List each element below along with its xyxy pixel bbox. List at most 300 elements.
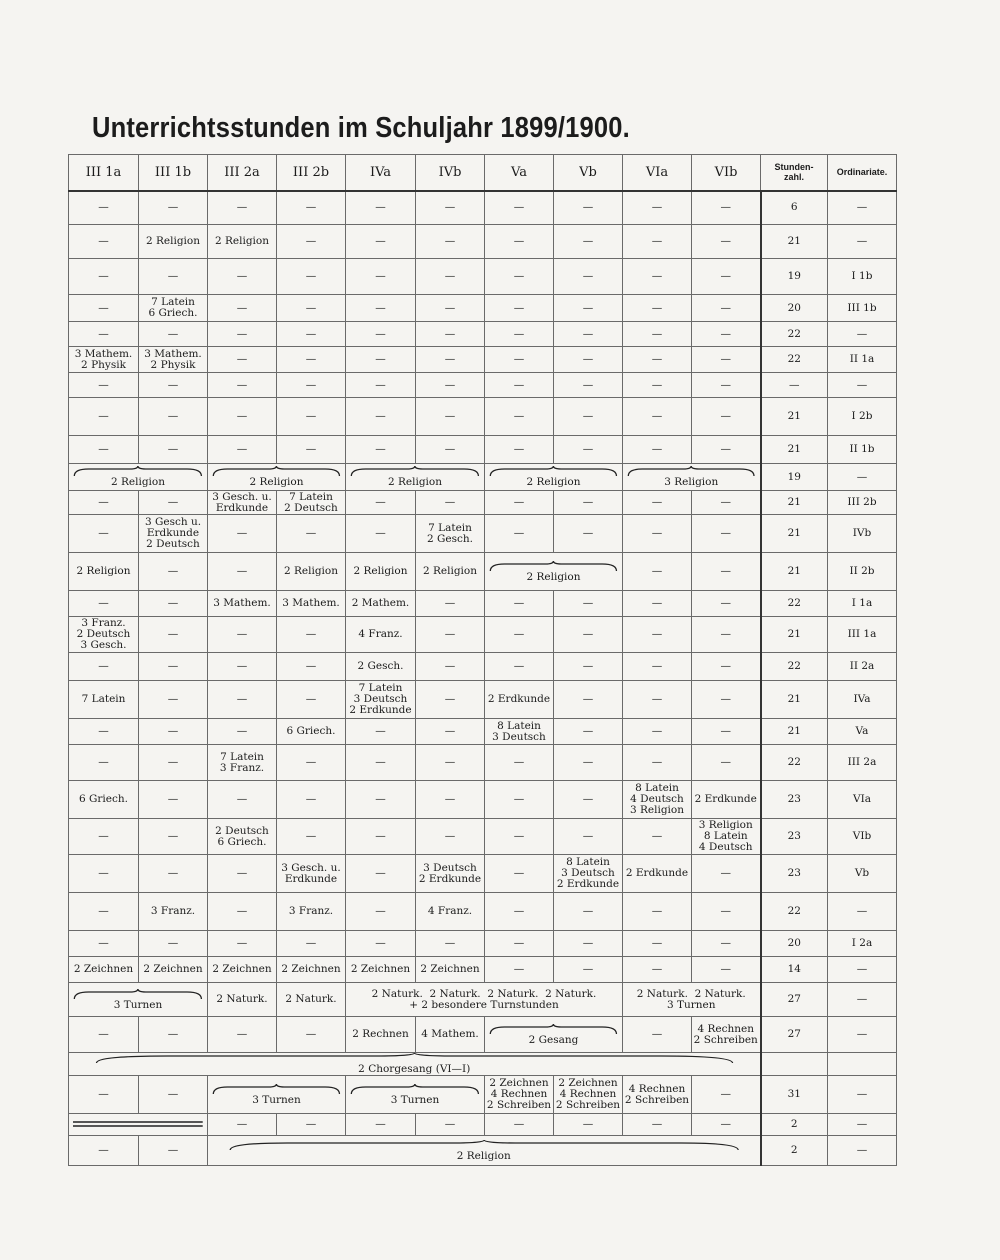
spanning-cell: [69, 1053, 761, 1076]
table-cell: —: [623, 591, 692, 617]
table-cell: —: [346, 225, 416, 259]
table-cell: —: [139, 191, 208, 225]
table-cell: 7 Latein: [69, 681, 139, 719]
cell-label: 2 Naturk. 2 Naturk. 3 Turnen: [636, 987, 746, 1011]
table-cell: —: [485, 225, 554, 259]
table-cell: —: [69, 515, 139, 553]
table-cell: 2 Religion: [416, 553, 485, 591]
table-cell: —: [554, 681, 623, 719]
table-cell: 8 Latein 3 Deutsch 2 Erdkunde: [554, 855, 623, 893]
table-cell: —: [139, 259, 208, 295]
table-cell: —: [828, 322, 897, 347]
column-header: VIa: [623, 155, 692, 191]
table-cell: 3 Gesch. u. Erdkunde: [208, 491, 277, 515]
table-cell: —: [623, 295, 692, 322]
table-cell: III 1b: [828, 295, 897, 322]
table-cell: 2 Erdkunde: [623, 855, 692, 893]
table-cell: —: [139, 681, 208, 719]
table-row: [69, 1076, 897, 1114]
column-header: III 1a: [69, 155, 139, 191]
brace-icon: [225, 1140, 743, 1151]
table-cell: —: [623, 322, 692, 347]
table-cell: 3 Mathem.: [277, 591, 346, 617]
table-cell: —: [623, 745, 692, 781]
table-cell: —: [69, 259, 139, 295]
table-cell: —: [208, 295, 277, 322]
table-cell: —: [346, 855, 416, 893]
table-cell: —: [485, 819, 554, 855]
table-cell: 8 Latein 3 Deutsch: [485, 719, 554, 745]
spanning-cell: [208, 464, 346, 491]
table-row: [69, 259, 897, 295]
table-cell: —: [623, 191, 692, 225]
table-cell: —: [416, 259, 485, 295]
table-cell: —: [139, 553, 208, 591]
table-cell: —: [208, 347, 277, 373]
table-cell: 3 Mathem. 2 Physik: [69, 347, 139, 373]
table-cell: —: [623, 1114, 692, 1136]
table-cell: —: [277, 819, 346, 855]
table-cell: 2 Religion: [277, 553, 346, 591]
table-cell: 22: [761, 745, 828, 781]
table-row: [69, 819, 897, 855]
table-cell: —: [69, 653, 139, 681]
table-cell: 2 Naturk.: [208, 983, 277, 1017]
table-cell: —: [416, 819, 485, 855]
table-cell: —: [554, 322, 623, 347]
table-cell: 2: [761, 1114, 828, 1136]
table-cell: III 1a: [828, 617, 897, 653]
table-cell: —: [623, 491, 692, 515]
table-cell: —: [346, 322, 416, 347]
table-cell: —: [139, 819, 208, 855]
table-cell: —: [623, 893, 692, 931]
table-cell: —: [485, 781, 554, 819]
table-row: [69, 225, 897, 259]
table-cell: —: [69, 225, 139, 259]
table-cell: —: [139, 931, 208, 957]
table-cell: 4 Rechnen 2 Schreiben: [623, 1076, 692, 1114]
table-cell: —: [692, 553, 761, 591]
table-cell: —: [277, 781, 346, 819]
table-cell: —: [554, 398, 623, 436]
column-header: IVb: [416, 155, 485, 191]
table-cell: —: [485, 745, 554, 781]
table-cell: —: [554, 347, 623, 373]
table-cell: —: [416, 931, 485, 957]
table-cell: 23: [761, 781, 828, 819]
table-cell: 2 Zeichnen: [346, 957, 416, 983]
table-cell: 3 Franz. 2 Deutsch 3 Gesch.: [69, 617, 139, 653]
column-header: III 2a: [208, 155, 277, 191]
table-cell: —: [485, 893, 554, 931]
table-cell: —: [692, 745, 761, 781]
table-cell: 2 Zeichnen: [69, 957, 139, 983]
table-cell: —: [139, 1017, 208, 1053]
table-cell: —: [485, 653, 554, 681]
table-row: [69, 553, 897, 591]
table-cell: III 2a: [828, 745, 897, 781]
table-cell: —: [346, 745, 416, 781]
column-header: Va: [485, 155, 554, 191]
table-cell: 3 Franz.: [139, 893, 208, 931]
table-cell: —: [828, 893, 897, 931]
column-header: VIb: [692, 155, 761, 191]
table-row: [69, 745, 897, 781]
table-row: [69, 436, 897, 464]
table-cell: VIb: [828, 819, 897, 855]
table-cell: —: [208, 322, 277, 347]
table-cell: —: [623, 373, 692, 398]
table-cell: —: [69, 591, 139, 617]
table-cell: 8 Latein 4 Deutsch 3 Religion: [623, 781, 692, 819]
table-cell: 2 Deutsch 6 Griech.: [208, 819, 277, 855]
table-cell: —: [139, 653, 208, 681]
table-cell: —: [208, 1017, 277, 1053]
table-cell: —: [554, 957, 623, 983]
table-cell: —: [761, 373, 828, 398]
table-cell: 19: [761, 259, 828, 295]
table-cell: —: [485, 191, 554, 225]
table-cell: 21: [761, 398, 828, 436]
table-cell: 7 Latein 2 Gesch.: [416, 515, 485, 553]
table-cell: —: [208, 855, 277, 893]
header-row: [69, 155, 897, 191]
table-cell: —: [416, 591, 485, 617]
table-row: [69, 398, 897, 436]
table-cell: —: [554, 491, 623, 515]
table-cell: —: [623, 957, 692, 983]
table-cell: —: [139, 373, 208, 398]
table-cell: II 1b: [828, 436, 897, 464]
table-cell: —: [485, 259, 554, 295]
table-cell: —: [692, 491, 761, 515]
table-cell: 21: [761, 681, 828, 719]
table-cell: —: [346, 781, 416, 819]
table-cell: IVa: [828, 681, 897, 719]
table-cell: 4 Franz.: [416, 893, 485, 931]
table-cell: 3 Gesch u. Erdkunde 2 Deutsch: [139, 515, 208, 553]
table-row: [69, 295, 897, 322]
table-cell: —: [69, 322, 139, 347]
table-cell: 22: [761, 591, 828, 617]
table-cell: 2 Religion: [139, 225, 208, 259]
table-cell: —: [485, 373, 554, 398]
table-cell: —: [346, 893, 416, 931]
spanning-cell: [623, 464, 761, 491]
table-cell: —: [346, 295, 416, 322]
table-cell: —: [69, 931, 139, 957]
table-cell: —: [346, 259, 416, 295]
table-cell: —: [623, 515, 692, 553]
table-cell: —: [208, 719, 277, 745]
table-cell: —: [208, 373, 277, 398]
column-header-stundenzahl: Stunden- zahl.: [761, 155, 828, 191]
brace-icon: [73, 1119, 203, 1130]
table-cell: —: [623, 719, 692, 745]
table-cell: —: [139, 781, 208, 819]
table-row: [69, 515, 897, 553]
cell-label: 2 Religion: [110, 476, 166, 488]
table-cell: 3 Gesch. u. Erdkunde: [277, 855, 346, 893]
table-cell: 22: [761, 653, 828, 681]
table-cell: 2: [761, 1136, 828, 1166]
table-cell: —: [692, 855, 761, 893]
table-cell: —: [346, 373, 416, 398]
table-cell: —: [485, 491, 554, 515]
table-cell: —: [485, 322, 554, 347]
cell-label: 3 Turnen: [390, 1093, 440, 1106]
table-cell: IVb: [828, 515, 897, 553]
table-cell: —: [208, 653, 277, 681]
table-cell: —: [277, 653, 346, 681]
table-cell: —: [277, 681, 346, 719]
table-cell: 21: [761, 617, 828, 653]
table-cell: —: [416, 295, 485, 322]
table-cell: —: [277, 515, 346, 553]
table-cell: —: [139, 591, 208, 617]
table-cell: —: [623, 225, 692, 259]
table-cell: —: [416, 373, 485, 398]
table-cell: [761, 1053, 828, 1076]
table-cell: —: [277, 347, 346, 373]
table-cell: —: [416, 347, 485, 373]
table-cell: —: [485, 436, 554, 464]
table-cell: Vb: [828, 855, 897, 893]
table-cell: —: [554, 653, 623, 681]
table-row: [69, 653, 897, 681]
table-row: [69, 855, 897, 893]
table-cell: —: [554, 436, 623, 464]
table-cell: —: [208, 436, 277, 464]
table-cell: —: [692, 398, 761, 436]
table-cell: —: [346, 719, 416, 745]
table-cell: 2 Religion: [346, 553, 416, 591]
cell-label: 2 Gesang: [528, 1033, 579, 1046]
table-cell: —: [208, 681, 277, 719]
cell-label: 2 Chorgesang (VI—I): [358, 1063, 471, 1075]
table-cell: —: [277, 1114, 346, 1136]
table-cell: 23: [761, 855, 828, 893]
table-cell: 22: [761, 322, 828, 347]
table-cell: 7 Latein 3 Franz.: [208, 745, 277, 781]
table-cell: I 1b: [828, 259, 897, 295]
spanning-cell: [69, 983, 208, 1017]
table-cell: 3 Mathem. 2 Physik: [139, 347, 208, 373]
table-cell: —: [692, 681, 761, 719]
table-cell: —: [208, 515, 277, 553]
brace-icon: [489, 561, 618, 572]
spanning-cell: [346, 1076, 485, 1114]
table-cell: 2 Rechnen: [346, 1017, 416, 1053]
table-cell: —: [485, 295, 554, 322]
table-cell: 3 Franz.: [277, 893, 346, 931]
schedule-body: [69, 191, 897, 1166]
table-cell: —: [554, 373, 623, 398]
table-cell: —: [277, 295, 346, 322]
table-cell: —: [416, 322, 485, 347]
table-cell: I 2b: [828, 398, 897, 436]
table-cell: 21: [761, 491, 828, 515]
table-cell: —: [692, 373, 761, 398]
table-cell: 2 Zeichnen: [277, 957, 346, 983]
table-cell: —: [69, 893, 139, 931]
table-cell: 2 Zeichnen 4 Rechnen 2 Schreiben: [485, 1076, 554, 1114]
table-cell: —: [69, 398, 139, 436]
table-cell: —: [623, 931, 692, 957]
table-cell: —: [485, 617, 554, 653]
table-row: [69, 191, 897, 225]
table-cell: —: [828, 1017, 897, 1053]
table-cell: 2 Erdkunde: [692, 781, 761, 819]
table-cell: —: [277, 398, 346, 436]
table-cell: —: [692, 259, 761, 295]
table-cell: —: [139, 617, 208, 653]
table-row: [69, 1114, 897, 1136]
table-cell: VIa: [828, 781, 897, 819]
table-cell: —: [346, 436, 416, 464]
table-cell: —: [692, 1076, 761, 1114]
table-cell: —: [277, 1017, 346, 1053]
table-cell: —: [69, 491, 139, 515]
spanning-cell: [346, 464, 485, 491]
table-cell: —: [346, 491, 416, 515]
table-cell: —: [139, 855, 208, 893]
table-cell: III 2b: [828, 491, 897, 515]
table-cell: 4 Rechnen 2 Schreiben: [692, 1017, 761, 1053]
table-cell: —: [623, 436, 692, 464]
cell-label: 3 Religion: [664, 476, 719, 488]
table-cell: —: [554, 617, 623, 653]
spanning-cell: [69, 1114, 208, 1136]
table-cell: —: [485, 855, 554, 893]
table-cell: —: [346, 347, 416, 373]
table-cell: 7 Latein 6 Griech.: [139, 295, 208, 322]
table-cell: —: [554, 1114, 623, 1136]
table-row: [69, 347, 897, 373]
table-row: [69, 719, 897, 745]
table-cell: —: [416, 681, 485, 719]
table-cell: 2 Zeichnen: [139, 957, 208, 983]
table-cell: 31: [761, 1076, 828, 1114]
table-cell: 20: [761, 931, 828, 957]
table-cell: —: [485, 957, 554, 983]
table-cell: —: [277, 373, 346, 398]
table-cell: —: [623, 398, 692, 436]
table-cell: —: [208, 893, 277, 931]
table-cell: —: [692, 931, 761, 957]
table-cell: —: [623, 681, 692, 719]
table-cell: —: [416, 745, 485, 781]
table-cell: 6 Griech.: [69, 781, 139, 819]
table-cell: —: [554, 781, 623, 819]
table-cell: —: [69, 745, 139, 781]
table-cell: 3 Religion 8 Latein 4 Deutsch: [692, 819, 761, 855]
table-cell: 27: [761, 1017, 828, 1053]
table-cell: 7 Latein 2 Deutsch: [277, 491, 346, 515]
table-cell: —: [554, 819, 623, 855]
table-cell: —: [139, 322, 208, 347]
table-cell: —: [692, 515, 761, 553]
table-cell: —: [692, 617, 761, 653]
table-cell: II 2b: [828, 553, 897, 591]
cell-label: 2 Religion: [387, 476, 443, 488]
spanning-cell: [485, 553, 623, 591]
table-cell: —: [277, 259, 346, 295]
table-cell: —: [416, 491, 485, 515]
table-cell: —: [692, 295, 761, 322]
table-cell: —: [485, 1114, 554, 1136]
table-cell: 21: [761, 436, 828, 464]
table-cell: —: [416, 436, 485, 464]
table-row: [69, 491, 897, 515]
table-cell: —: [346, 931, 416, 957]
table-cell: —: [208, 1114, 277, 1136]
table-cell: —: [69, 191, 139, 225]
table-cell: 2 Religion: [208, 225, 277, 259]
table-cell: —: [416, 225, 485, 259]
table-cell: —: [485, 515, 554, 553]
table-cell: —: [828, 373, 897, 398]
table-cell: —: [554, 515, 623, 553]
table-cell: —: [139, 491, 208, 515]
spanning-cell: [485, 464, 623, 491]
table-cell: —: [828, 464, 897, 491]
table-row: [69, 617, 897, 653]
table-cell: 6 Griech.: [277, 719, 346, 745]
table-cell: 2 Naturk.: [277, 983, 346, 1017]
table-cell: —: [554, 893, 623, 931]
table-row: [69, 464, 897, 491]
table-cell: 7 Latein 3 Deutsch 2 Erdkunde: [346, 681, 416, 719]
table-cell: —: [416, 719, 485, 745]
table-cell: —: [69, 819, 139, 855]
table-cell: —: [554, 295, 623, 322]
table-cell: 2 Mathem.: [346, 591, 416, 617]
table-cell: —: [277, 617, 346, 653]
column-header-ordinariate: Ordinariate.: [828, 155, 897, 191]
table-cell: —: [692, 191, 761, 225]
table-cell: —: [346, 819, 416, 855]
table-cell: —: [208, 259, 277, 295]
spanning-cell: [208, 1136, 761, 1166]
table-cell: II 1a: [828, 347, 897, 373]
table-cell: —: [554, 745, 623, 781]
cell-label: 2 Religion: [249, 476, 304, 488]
brace-icon: [350, 1084, 480, 1095]
table-cell: —: [69, 1076, 139, 1114]
table-cell: 2 Religion: [69, 553, 139, 591]
spanning-cell: [485, 1017, 623, 1053]
table-cell: —: [692, 893, 761, 931]
table-cell: —: [208, 191, 277, 225]
table-cell: —: [346, 1114, 416, 1136]
table-cell: —: [485, 398, 554, 436]
spanning-cell: [69, 464, 208, 491]
table-cell: 21: [761, 553, 828, 591]
cell-label: 3 Turnen: [113, 998, 163, 1011]
table-cell: —: [554, 191, 623, 225]
table-row: [69, 931, 897, 957]
table-cell: —: [139, 745, 208, 781]
table-row: [69, 322, 897, 347]
table-row: [69, 591, 897, 617]
table-cell: —: [828, 191, 897, 225]
column-header: III 2b: [277, 155, 346, 191]
table-cell: 22: [761, 893, 828, 931]
table-cell: —: [69, 373, 139, 398]
table-cell: —: [692, 322, 761, 347]
